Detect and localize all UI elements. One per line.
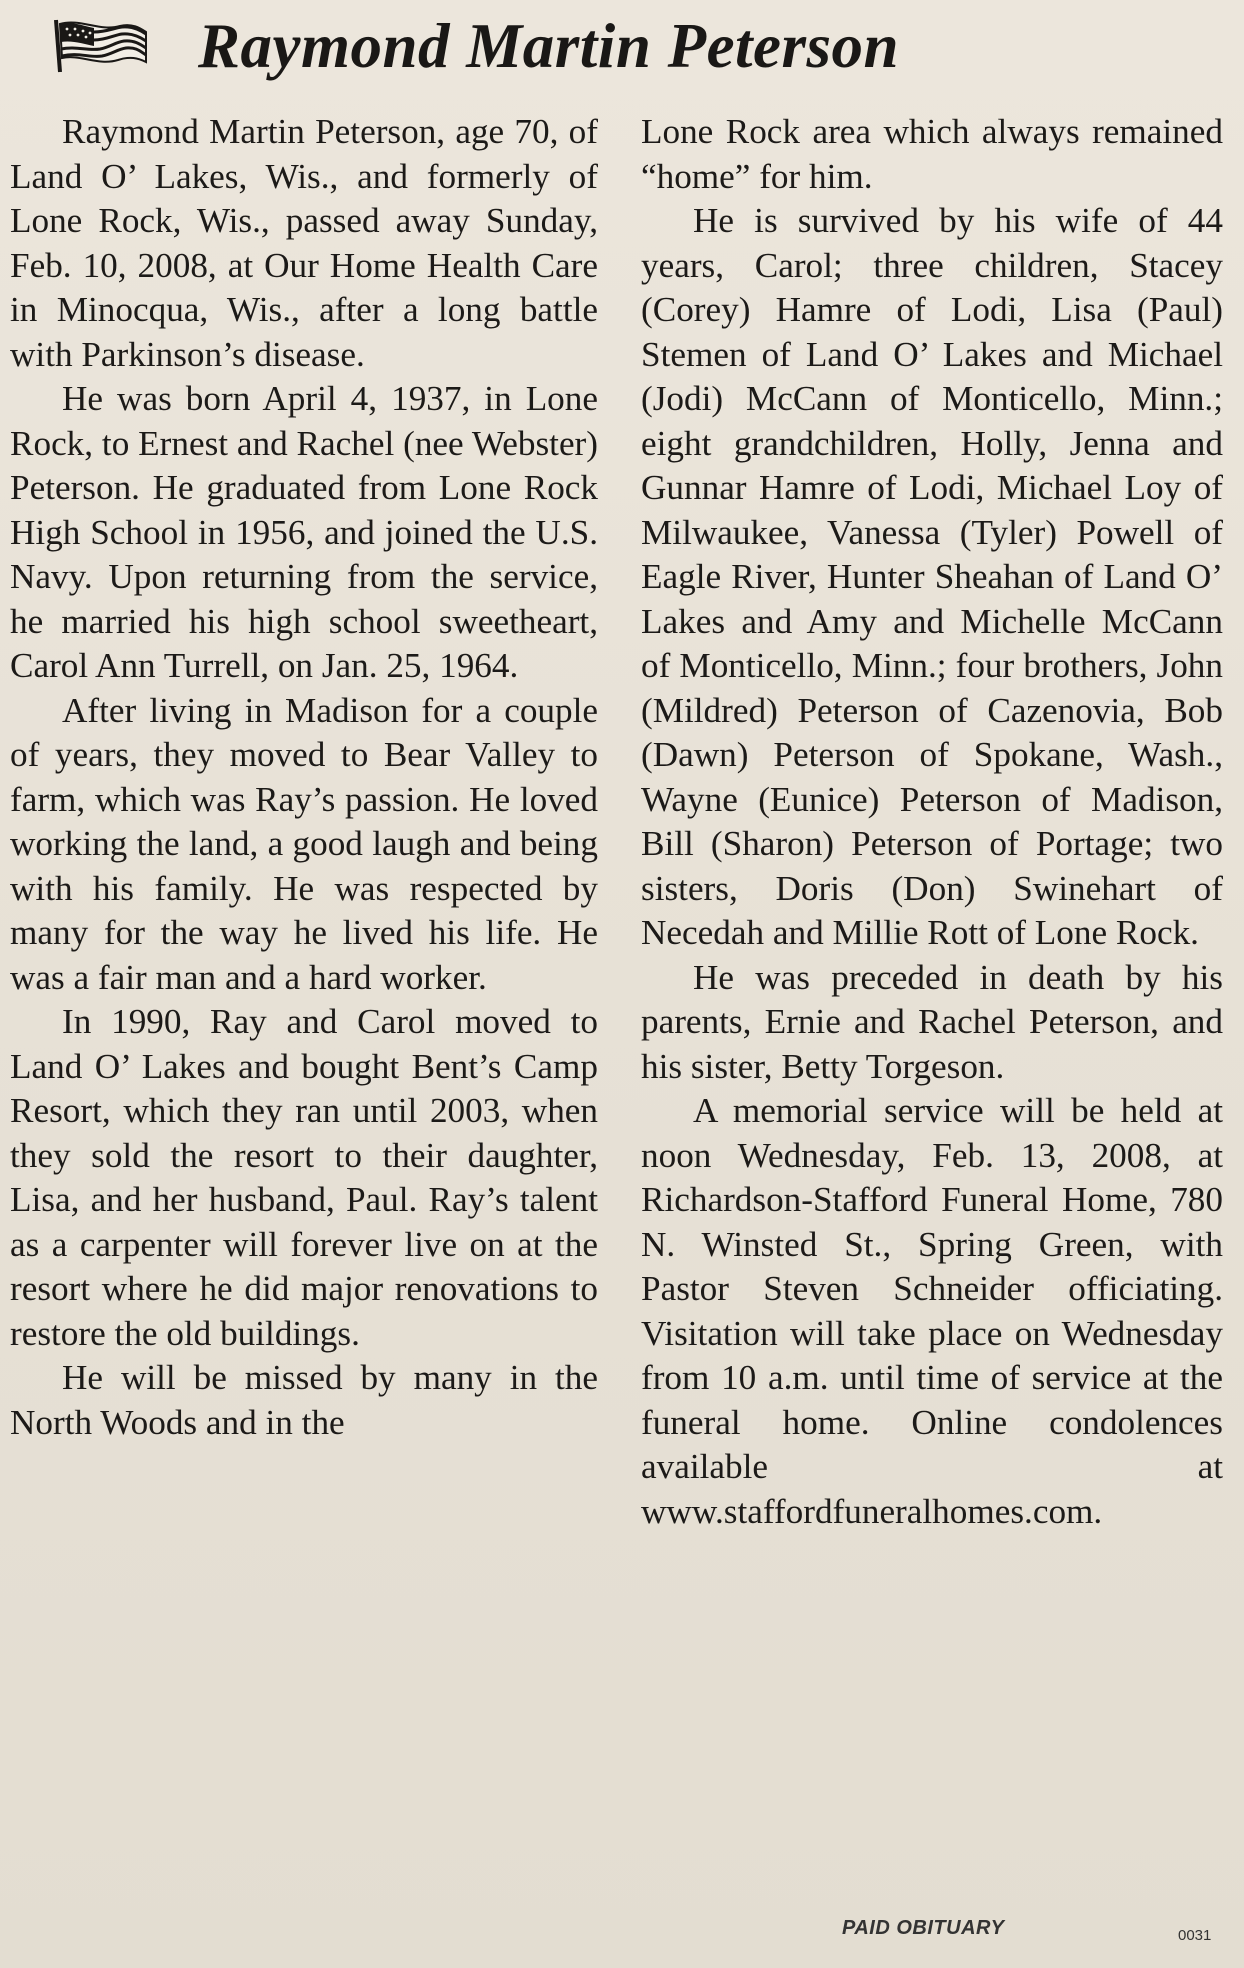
american-flag-icon [50,18,150,74]
ad-code: 0031 [1178,1927,1212,1944]
paragraph-bear-valley: After living in Madison for a couple of years, they moved to Bear Valley to farm, which was Ray’s passion. He loved working the land, a good laugh and being with his family. He was respected by many for the way he lived his life. He was a fair man and a hard worker. [10,690,598,997]
obituary-title: Raymond Martin Peterson [198,10,900,81]
paragraph-intro: Raymond Martin Peterson, age 70, of Land O’ Lakes, Wis., and formerly of Lone Rock, Wis., passed away Sunday, Feb. 10, 2008, at Our Home Health Care in Minocqua, Wis., after a long battle with Parkinson’s disease. [10,112,598,374]
paragraph-survived-by: He is survived by his wife of 44 years, Carol; three children, Stacey (Corey) Hamre of Lodi, Lisa (Paul) Stemen of Land O’ Lakes and Michael (Jodi) McCann of Monticello, Minn.; eight grandchildren, Holly, Jenna and Gunnar Hamre of Lodi, Michael Loy of Milwaukee, Vanessa (Tyler) Powell of Eagle River, Hunter Sheahan of Land O’ Lakes and Amy and Michelle McCann of Monticello, Minn.; four brothers, John (Mildred) Peterson of Cazenovia, Bob (Dawn) Peterson of Spokane, Wash., Wayne (Eunice) Peterson of Madison, Bill (Sharon) Peterson of Portage; two sisters, Doris (Don) Swinehart of Necedah and Millie Rott of Lone Rock. [641,201,1223,952]
paragraph-memorial-service: A memorial service will be held at noon Wednesday, Feb. 13, 2008, at Richardson-Stafford Funeral Home, 780 N. Winsted St., Spring Green, with Pastor Steven Schneider officiating. Visitation will take place on Wednesday from 10 a.m. until time of service at the funeral home. Online condolences available at www.staffordfuneralhomes.com. [641,1091,1223,1531]
paragraph-preceded-by: He was preceded in death by his parents, Ernie and Rachel Peterson, and his sister, Betty Torgeson. [641,957,1223,1086]
obituary-header [50,0,1200,92]
paragraph-missed-continued: Lone Rock area which always remained “home” for him. [641,112,1223,196]
right-column [641,110,1223,1534]
paragraph-missed: He will be missed by many in the North Woods and in the [10,1358,598,1442]
left-column [10,110,598,1445]
paragraph-early-life: He was born April 4, 1937, in Lone Rock, to Ernest and Rachel (nee Webster) Peterson. He graduated from Lone Rock High School in 1956, and joined the U.S. Navy. Upon returning from the service, he married his high school sweetheart, Carol Ann Turrell, on Jan. 25, 1964. [10,379,598,685]
paragraph-resort: In 1990, Ray and Carol moved to Land O’ Lakes and bought Bent’s Camp Resort, which they ran until 2003, when they sold the resort to their daughter, Lisa, and her husband, Paul. Ray’s talent as a carpenter will forever live on at the resort where he did major renovations to restore the old buildings. [10,1002,598,1353]
paid-obituary-label: PAID OBITUARY [842,1917,1005,1939]
